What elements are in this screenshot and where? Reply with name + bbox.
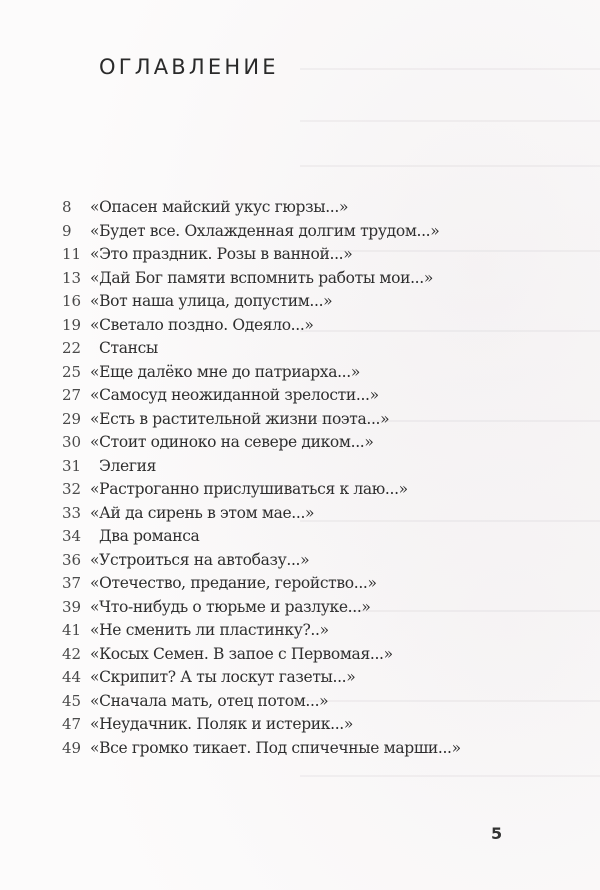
toc-entry-page-number: 45	[62, 691, 82, 710]
toc-entry-title: Два романса	[99, 527, 200, 545]
toc-entry-page-number: 25	[62, 362, 82, 381]
bleed-through-line	[300, 775, 600, 777]
toc-entry-title: «Растроганно прислушиваться к лаю...»	[90, 480, 408, 498]
toc-entry-title: «Косых Семен. В запое с Первомая...»	[90, 644, 393, 663]
toc-entry-page-number: 8	[62, 198, 72, 216]
toc-entry-page-number: 19	[62, 315, 82, 334]
toc-entry-title: «Дай Бог памяти вспомнить работы мои...»	[90, 268, 433, 287]
toc-entry-page-number: 47	[62, 715, 82, 733]
toc-entry-title: «Будет все. Охлажденная долгим трудом...»	[90, 221, 440, 240]
toc-entry-title: «Опасен майский укус гюрзы...»	[90, 198, 349, 216]
toc-entry-page-number: 37	[62, 574, 82, 592]
bleed-through-line	[300, 330, 600, 332]
toc-entry-page-number: 13	[62, 268, 82, 287]
toc-entry-page-number: 11	[62, 245, 82, 263]
toc-entry-title: «Вот наша улица, допустим...»	[90, 292, 333, 310]
toc-entry-page-number: 39	[62, 597, 82, 616]
bleed-through-line	[300, 700, 600, 702]
toc-entry-title: «Неудачник. Поляк и истерик...»	[90, 715, 353, 733]
toc-entry-title: «Сначала мать, отец потом...»	[90, 691, 329, 710]
bleed-through-line	[300, 520, 600, 522]
bleed-through-line	[300, 120, 600, 122]
toc-entry-title: «Есть в растительной жизни поэта...»	[90, 409, 390, 428]
toc-entry-title: «Самосуд неожиданной зрелости...»	[90, 386, 379, 404]
toc-entry-page-number: 9	[62, 221, 72, 240]
toc-entry-title: «Скрипит? А ты лоскут газеты...»	[90, 668, 356, 686]
toc-entry-page-number: 49	[62, 738, 82, 757]
toc-entry-page-number: 44	[62, 668, 82, 686]
toc-entry-page-number: 36	[62, 550, 82, 569]
toc-entry-page-number: 32	[62, 480, 82, 498]
page-number: 5	[491, 824, 503, 843]
toc-entry-title: «Стоит одиноко на севере диком...»	[90, 433, 374, 451]
toc-entry-title: «Устроиться на автобазу...»	[90, 550, 310, 569]
toc-entry-page-number: 22	[62, 339, 82, 357]
toc-entry-page-number: 41	[62, 621, 82, 639]
toc-entry-title: «Ай да сирень в этом мае...»	[90, 503, 315, 522]
page-title: ОГЛАВЛЕНИЕ	[99, 55, 279, 79]
toc-entry-title: Стансы	[99, 339, 158, 357]
toc-entry-page-number: 29	[62, 409, 82, 428]
toc-entry-page-number: 31	[62, 456, 82, 475]
bleed-through-line	[300, 68, 600, 70]
toc-entry-page-number: 33	[62, 503, 82, 522]
toc-entry-page-number: 16	[62, 292, 82, 310]
toc-entry-page-number: 42	[62, 644, 82, 663]
toc-entry-title: «Светало поздно. Одеяло...»	[90, 315, 314, 334]
toc-entry-page-number: 30	[62, 433, 82, 451]
toc-entry-title: «Отечество, предание, геройство...»	[90, 574, 377, 592]
toc-entry-title: «Это праздник. Розы в ванной...»	[90, 245, 353, 263]
toc-entry-title: Элегия	[99, 456, 157, 475]
toc-entry-title: «Что-нибудь о тюрьме и разлуке...»	[90, 597, 371, 616]
toc-entry-title: «Еще далёко мне до патриарха...»	[90, 362, 360, 381]
toc-entry-title: «Не сменить ли пластинку?..»	[90, 621, 329, 639]
bleed-through-line	[300, 165, 600, 167]
toc-entry-page-number: 34	[62, 527, 82, 545]
toc-entry-page-number: 27	[62, 386, 82, 404]
toc-entry-title: «Все громко тикает. Под спичечные марши...»	[90, 738, 461, 757]
